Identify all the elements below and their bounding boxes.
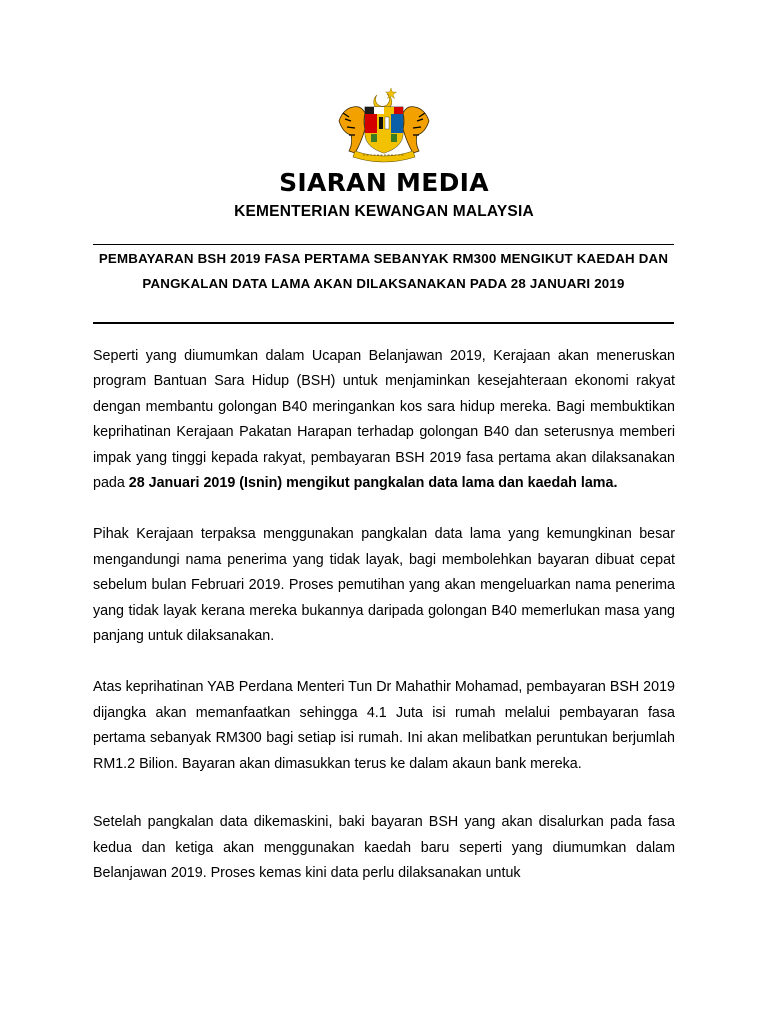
article-body — [93, 344, 675, 886]
paragraph-2: Pihak Kerajaan terpaksa menggunakan pangkalan data lama yang kemungkinan besar mengandungi nama penerima yang tidak layak, bagi membolehkan bayaran dibuat cepat sebelum bulan Februari 2019. Proses pemutihan yang akan mengeluarkan nama penerima yang tidak layak kerana mereka bukannya daripada golongan B40 memerlukan masa yang panjang untuk dilaksanakan. — [93, 526, 675, 645]
paragraph-1-bold: 28 Januari 2019 (Isnin) mengikut pangkalan data lama dan kaedah lama. — [128, 475, 618, 492]
paragraph-4: Setelah pangkalan data dikemaskini, baki bayaran BSH yang akan disalurkan pada fasa kedua dan ketiga akan menggunakan kaedah baru seperti yang diumumkan dalam Belanjawan 2019. Proses kemas kini data perlu dilaksanakan untuk — [93, 814, 675, 881]
ministry-name: KEMENTERIAN KEWANGAN MALAYSIA — [234, 203, 534, 220]
divider-bottom — [93, 322, 674, 324]
paragraph-3: Atas keprihatinan YAB Perdana Menteri Tun Dr Mahathir Mohamad, pembayaran BSH 2019 dijangka akan memanfaatkan sehingga 4.1 Juta isi rumah melalui pembayaran fasa pertama sebanyak RM300 bagi setiap isi rumah. Ini akan melibatkan peruntukan berjumlah RM1.2 Bilion. Bayaran akan dimasukkan terus ke dalam akaun bank mereka. — [93, 679, 675, 772]
divider-top — [93, 244, 674, 245]
page-title: SIARAN MEDIA — [279, 168, 489, 197]
paragraph-1-text: Seperti yang diumumkan dalam Ucapan Belanjawan 2019, Kerajaan akan meneruskan program Bantuan Sara Hidup (BSH) untuk menjaminkan kesejahteraan ekonomi rakyat dengan membantu golongan B40 meringankan kos sara hidup mereka. Bagi membuktikan keprihatinan Kerajaan Pakatan Harapan terhadap golongan B40 dan seterusnya memberi impak yang tinggi kepada rakyat, pembayaran BSH 2019 fasa pertama akan dilaksanakan pada — [93, 348, 675, 492]
malaysia-coat-of-arms-icon — [325, 85, 443, 163]
headline: PEMBAYARAN BSH 2019 FASA PERTAMA SEBANYAK RM300 MENGIKUT KAEDAH DAN PANGKALAN DATA LAMA AKAN DILAKSANAKAN PADA 28 JANUARI 2019 — [98, 251, 669, 291]
paragraph-1 — [93, 344, 675, 496]
